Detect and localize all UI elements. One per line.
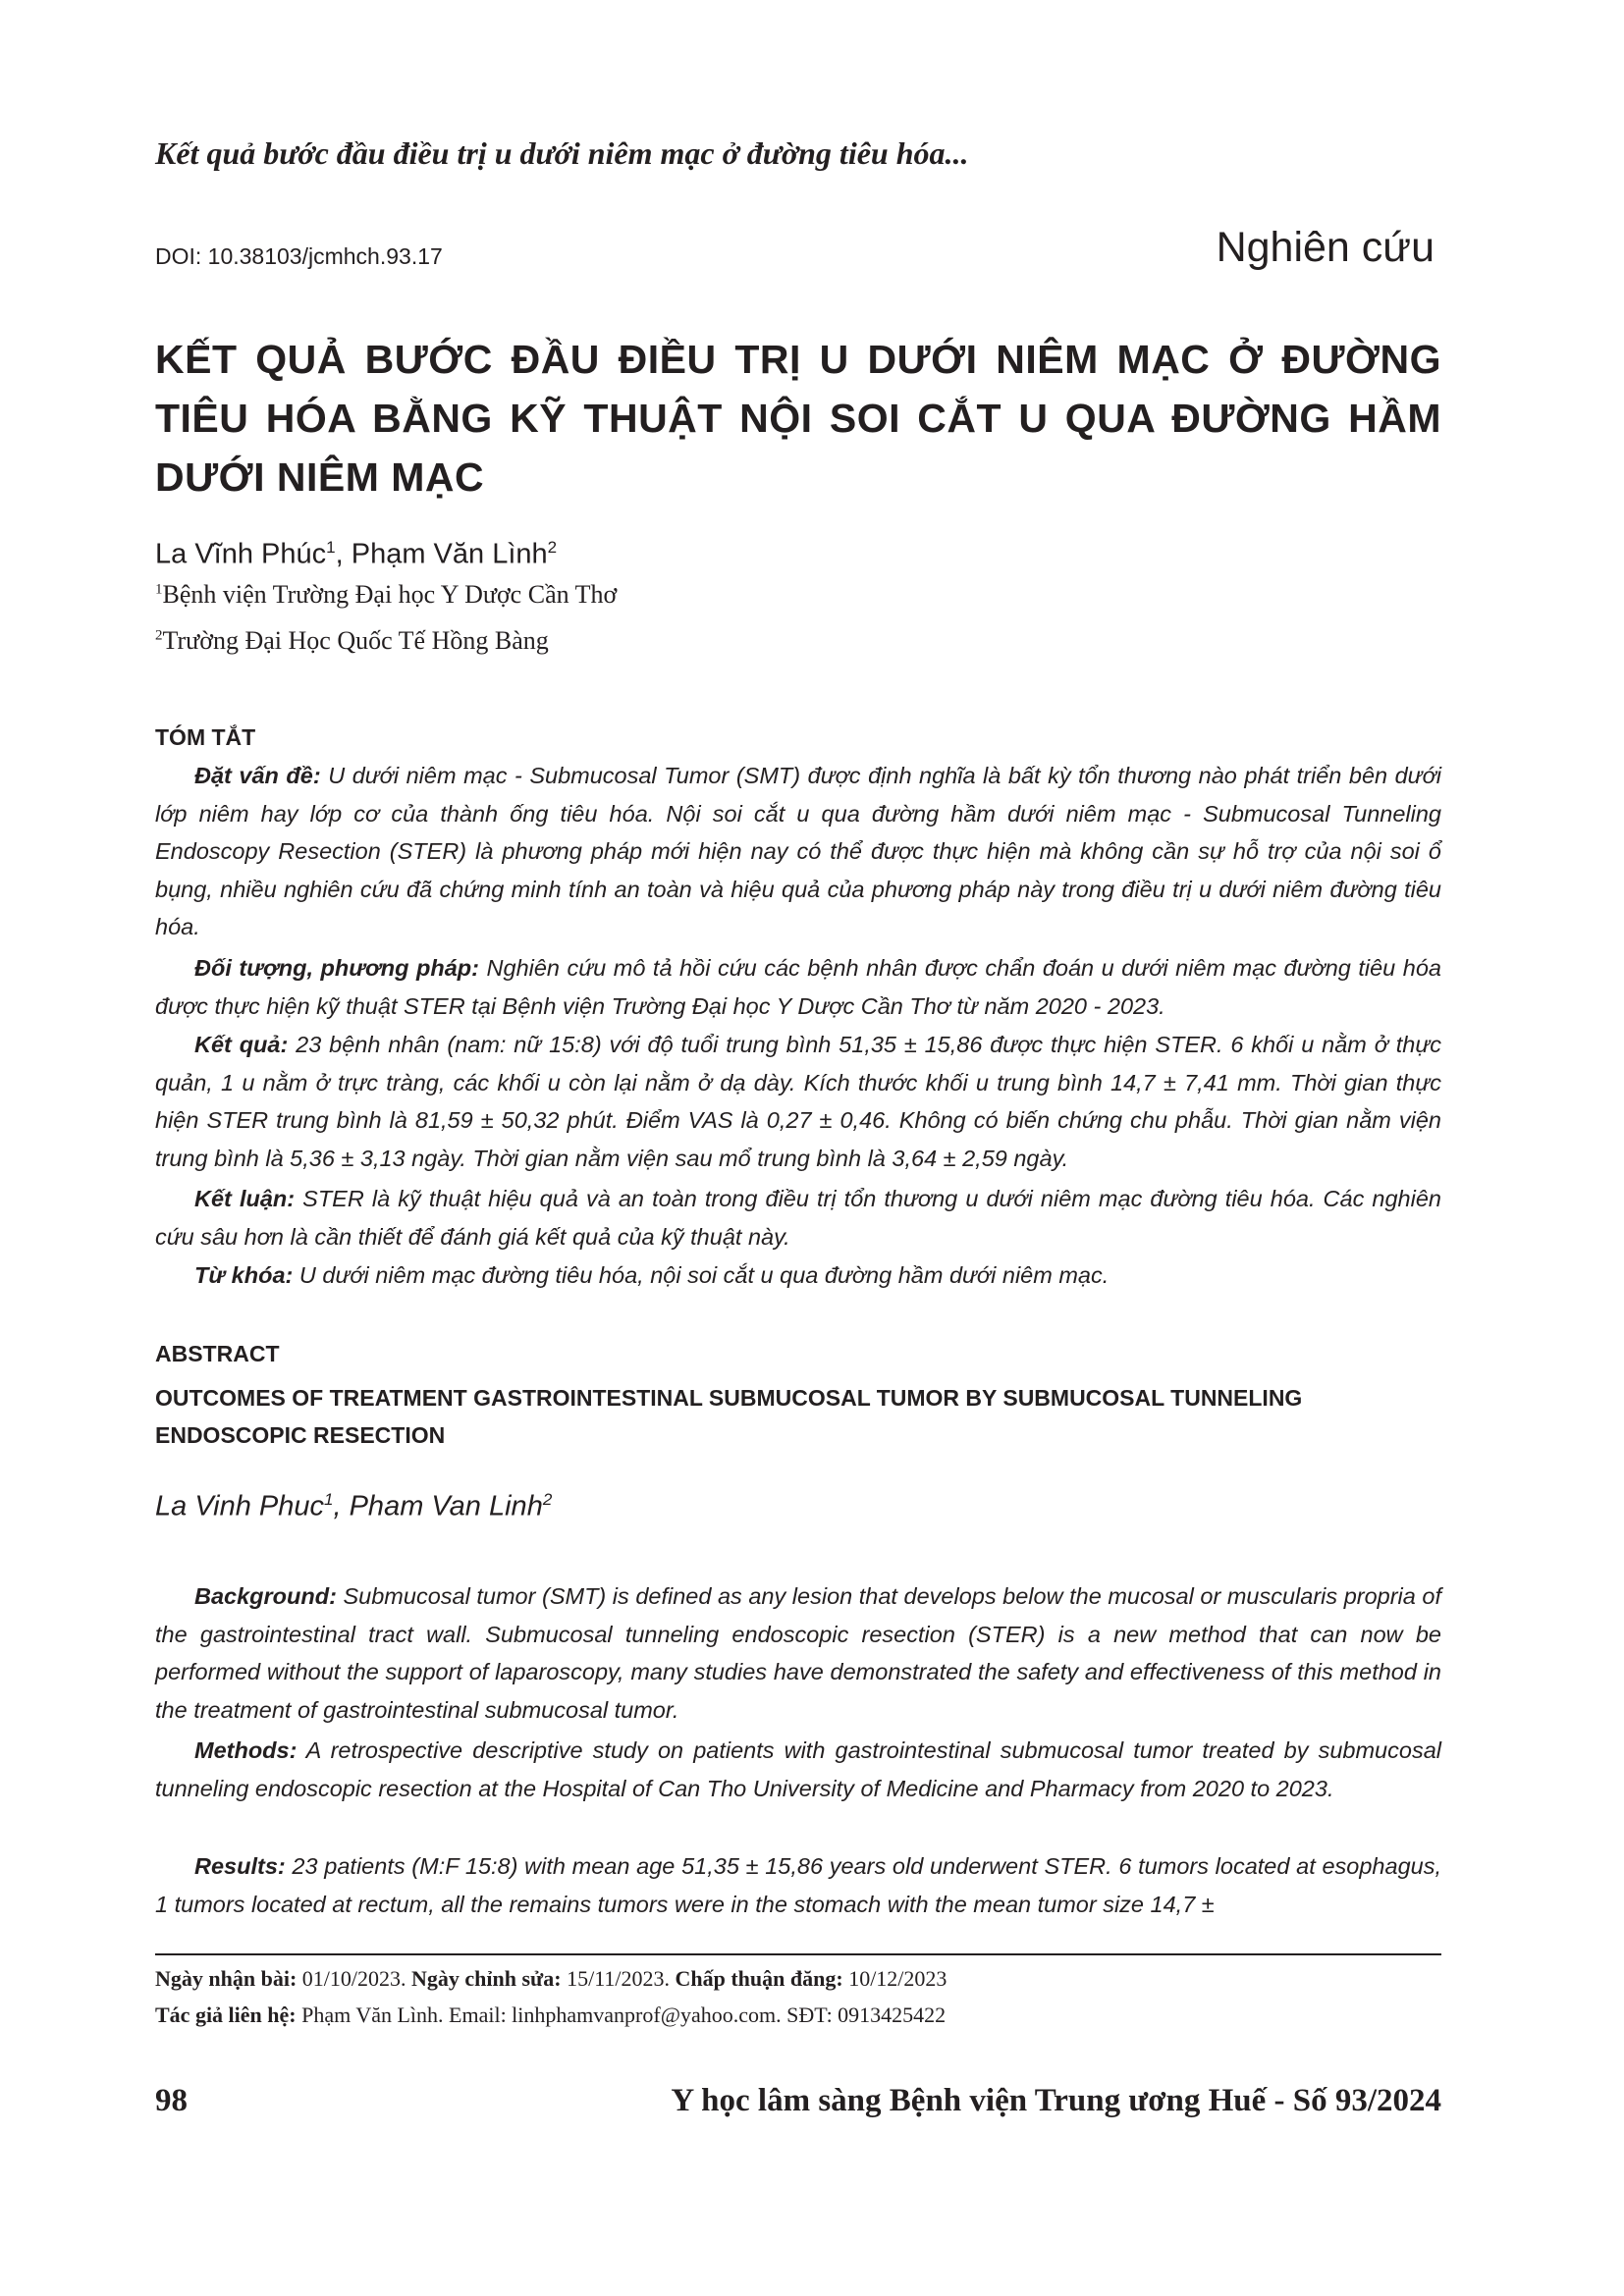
affiliation-text: Bệnh viện Trường Đại học Y Dược Cần Thơ	[162, 580, 618, 609]
footnote-label: Tác giả liên hệ:	[155, 2002, 297, 2027]
abstract-title-en: OUTCOMES OF TREATMENT GASTROINTESTINAL SUBMUCOSAL TUMOR BY SUBMUCOSAL TUNNELING ENDOSCOPIC RESECTION	[155, 1385, 1303, 1448]
affiliation-marker: 2	[547, 538, 558, 557]
abstract-background-en	[155, 1577, 1441, 1729]
paragraph-label: Đối tượng, phương pháp:	[194, 955, 479, 981]
journal-name: Y học lâm sàng Bệnh viện Trung ương Huế - Số 93/2024	[671, 2083, 1441, 2118]
paragraph-label: Từ khóa:	[194, 1262, 294, 1288]
author-name: Phạm Văn Lình	[351, 538, 548, 570]
affiliation	[155, 626, 549, 656]
abstract-background-vi	[155, 757, 1441, 946]
article-title: KẾT QUẢ BƯỚC ĐẦU ĐIỀU TRỊ U DƯỚI NIÊM MẠC Ở ĐƯỜNG TIÊU HÓA BẰNG KỸ THUẬT NỘI SOI CẮT U QUA ĐƯỜNG HẦM DƯỚI NIÊM MẠC	[155, 337, 1441, 500]
footnote-label: Chấp thuận đăng:	[675, 1966, 843, 1991]
affiliation-marker: 2	[155, 627, 163, 644]
abstract-methods-vi	[155, 949, 1441, 1025]
footnote-dates	[155, 1966, 947, 1992]
paragraph-label: Đặt vấn đề:	[194, 763, 321, 788]
abstract-results-en	[155, 1847, 1441, 1923]
footnote-divider	[155, 1953, 1441, 1955]
author-name: La Vĩnh Phúc	[155, 538, 327, 570]
running-head: Kết quả bước đầu điều trị u dưới niêm mạc ở đường tiêu hóa...	[155, 135, 969, 171]
affiliation-marker: 1	[155, 581, 163, 598]
author-name: Pham Van Linh	[349, 1490, 543, 1522]
abstract-methods-en	[155, 1732, 1441, 1807]
paragraph-label: Background:	[194, 1583, 337, 1609]
paragraph-text: 23 bệnh nhân (nam: nữ 15:8) với độ tuổi trung bình 51,35 ± 15,86 được thực hiện STER. 6 khối u nằm ở thực quản, 1 u nằm ở trực tràng, các khối u còn lại nằm ở dạ dày. Kích thước khối u trung bình 14,7 ± 7,41 mm. Thời gian thực hiện STER trung bình là 81,59 ± 50,32 phút. Điểm VAS là 0,27 ± 0,46. Không có biến chứng chu phẫu. Thời gian nằm viện trung bình là 5,36 ± 3,13 ngày. Thời gian nằm viện sau mổ trung bình là 3,64 ± 2,59 ngày.	[155, 1032, 1441, 1171]
footnote-value: 10/12/2023	[842, 1966, 947, 1991]
footnote-value: Phạm Văn Lình. Email: linhphamvanprof@yahoo.com. SĐT: 0913425422	[296, 2002, 947, 2027]
paragraph-text: Nghiên cứu mô tả hồi cứu các bệnh nhân được chẩn đoán u dưới niêm mạc đường tiêu hóa được thực hiện kỹ thuật STER tại Bệnh viện Trường Đại học Y Dược Cần Thơ từ năm 2020 - 2023.	[155, 955, 1441, 1019]
paragraph-text: Submucosal tumor (SMT) is defined as any lesion that develops below the mucosal or muscularis propria of the gastrointestinal tract wall. Submucosal tunneling endoscopic resection (STER) is a new method that can now be performed without the support of laparoscopy, many studies have demonstrated the safety and effectiveness of this method in the treatment of gastrointestinal submucosal tumor.	[155, 1583, 1441, 1723]
abstract-heading-en: ABSTRACT	[155, 1341, 280, 1366]
author-separator: ,	[333, 1490, 350, 1522]
affiliation	[155, 580, 617, 610]
affiliation-marker: 2	[542, 1490, 553, 1509]
authors-vi	[155, 538, 557, 571]
affiliation-text: Trường Đại Học Quốc Tế Hồng Bàng	[162, 626, 549, 655]
paragraph-text: U dưới niêm mạc - Submucosal Tumor (SMT) được định nghĩa là bất kỳ tổn thương nào phát triển bên dưới lớp niêm hay lớp cơ của thành ống tiêu hóa. Nội soi cắt u qua đường hầm dưới niêm mạc - Submucosal Tunneling Endoscopy Resection (STER) là phương pháp mới hiện nay có thể được thực hiện mà không cần sự hỗ trợ của nội soi ổ bụng, nhiều nghiên cứu đã chứng minh tính an toàn và hiệu quả của phương pháp này trong điều trị u dưới niêm đường tiêu hóa.	[155, 763, 1441, 939]
keywords-vi	[155, 1256, 1441, 1295]
paragraph-label: Kết quả:	[194, 1032, 289, 1057]
abstract-conclusion-vi	[155, 1180, 1441, 1255]
affiliation-marker: 1	[324, 1490, 334, 1509]
footnote-contact	[155, 2002, 946, 2028]
doi: DOI: 10.38103/jcmhch.93.17	[155, 243, 443, 269]
authors-en	[155, 1490, 552, 1523]
affiliation-marker: 1	[326, 538, 336, 557]
paragraph-text: STER là kỹ thuật hiệu quả và an toàn trong điều trị tổn thương u dưới niêm mạc đường tiêu hóa. Các nghiên cứu sâu hơn là cần thiết để đánh giá kết quả của kỹ thuật này.	[155, 1186, 1441, 1250]
paragraph-text: 23 patients (M:F 15:8) with mean age 51,35 ± 15,86 years old underwent STER. 6 tumors located at esophagus, 1 tumors located at rectum, all the remains tumors were in the stomach with the mean tumor size 14,7 ±	[155, 1853, 1441, 1917]
abstract-heading-vi: TÓM TẮT	[155, 724, 256, 750]
footnote-label: Ngày nhận bài:	[155, 1966, 298, 1991]
paragraph-label: Kết luận:	[194, 1186, 296, 1211]
author-name: La Vinh Phuc	[155, 1490, 324, 1522]
author-separator: ,	[335, 538, 352, 570]
footnote-value: 01/10/2023.	[297, 1966, 412, 1991]
paragraph-text: A retrospective descriptive study on patients with gastrointestinal submucosal tumor treated by submucosal tunneling endoscopic resection at the Hospital of Can Tho University of Medicine and Pharmacy from 2020 to 2023.	[155, 1737, 1441, 1801]
paragraph-label: Results:	[194, 1853, 286, 1879]
page-number: 98	[155, 2083, 188, 2118]
footnote-value: 15/11/2023.	[561, 1966, 676, 1991]
footnote-label: Ngày chỉnh sửa:	[411, 1966, 562, 1991]
section-label: Nghiên cứu	[1216, 224, 1435, 271]
abstract-results-vi	[155, 1026, 1441, 1177]
paragraph-label: Methods:	[194, 1737, 298, 1763]
paragraph-text: U dưới niêm mạc đường tiêu hóa, nội soi cắt u qua đường hầm dưới niêm mạc.	[293, 1262, 1110, 1288]
